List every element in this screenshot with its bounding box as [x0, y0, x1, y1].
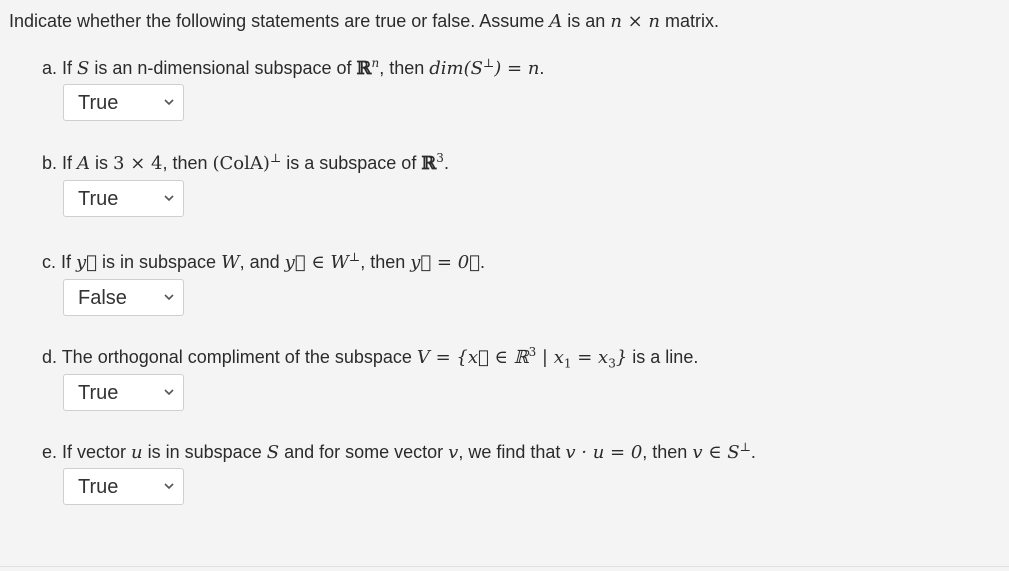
question-text: , then	[642, 442, 693, 462]
question-label: d. The orthogonal compliment of the subspace	[42, 347, 417, 367]
math-var: S	[266, 442, 280, 463]
math-sub: 3	[608, 356, 616, 371]
question-b	[42, 153, 449, 174]
question-text: , then	[360, 252, 411, 272]
chevron-down-icon	[163, 96, 175, 108]
answer-select-e[interactable]	[63, 468, 184, 505]
math-exp: 3	[528, 345, 537, 359]
question-text: , then	[379, 58, 430, 78]
question-text: .	[539, 58, 545, 78]
math-exp: ⊥	[482, 56, 495, 70]
selected-value: True	[78, 382, 119, 404]
question-text: , then	[162, 153, 213, 173]
math-set: ℝ	[356, 58, 372, 79]
chevron-down-icon	[163, 480, 175, 492]
math-expr: = x	[571, 347, 609, 368]
chevron-down-icon	[163, 291, 175, 303]
math-var: W	[221, 252, 240, 273]
question-text: , and	[239, 252, 285, 272]
question-text: .	[443, 153, 449, 173]
question-text: is in subspace	[97, 252, 222, 272]
question-d	[42, 345, 699, 371]
question-text: .	[479, 252, 485, 272]
question-a	[42, 58, 544, 79]
question-c	[42, 252, 485, 273]
selected-value: True	[78, 92, 119, 114]
math-expr: y⃗ = 0⃗	[410, 252, 480, 273]
math-exp: ⊥	[348, 250, 361, 264]
math-sub: 1	[563, 356, 572, 371]
math-var: y⃗	[76, 252, 97, 273]
instructions-text: matrix.	[660, 11, 720, 31]
question-text: is in subspace	[142, 442, 267, 462]
var-a: A	[549, 11, 563, 32]
divider	[0, 566, 1009, 567]
chevron-down-icon	[163, 192, 175, 204]
math-exp: ⊥	[739, 440, 751, 454]
math-expr: v ∈ S	[692, 442, 740, 463]
math-var: S	[77, 58, 90, 79]
question-label: a. If	[42, 58, 78, 78]
math-var: u	[131, 442, 143, 463]
math-expr: 3 × 4	[113, 153, 163, 174]
math-exp: 3	[436, 151, 444, 165]
question-text: is a line.	[627, 347, 699, 367]
answer-select-c[interactable]	[63, 279, 184, 316]
matrix-dims: n × n	[610, 11, 661, 32]
question-text: and for some vector	[279, 442, 449, 462]
math-set: ℝ	[421, 153, 437, 174]
selected-value: True	[78, 476, 119, 498]
instructions-text: Indicate whether the following statements are true or false. Assume	[9, 11, 550, 31]
math-expr: }	[615, 347, 628, 368]
question-e	[42, 442, 756, 463]
math-exp: n	[371, 56, 380, 70]
math-expr: | x	[536, 347, 564, 368]
question-text: .	[750, 442, 756, 462]
math-var: A	[77, 153, 91, 174]
math-expr: y⃗ ∈ W	[284, 252, 349, 273]
math-expr: dim(S	[429, 58, 483, 79]
math-expr: v · u = 0	[565, 442, 643, 463]
math-expr: ) = n	[494, 58, 540, 79]
instructions	[9, 11, 719, 32]
instructions-text: is an	[562, 11, 611, 31]
selected-value: False	[78, 287, 127, 309]
answer-select-a[interactable]	[63, 84, 184, 121]
math-expr: (ColA)	[212, 153, 270, 174]
math-exp: ⊥	[269, 151, 282, 165]
question-label: b. If	[42, 153, 78, 173]
chevron-down-icon	[163, 386, 175, 398]
math-var: v	[448, 442, 459, 463]
question-label: c. If	[42, 252, 77, 272]
question-text: is an n-dimensional subspace of	[89, 58, 357, 78]
answer-select-d[interactable]	[63, 374, 184, 411]
question-text: is	[90, 153, 114, 173]
math-expr: V = {x⃗ ∈ ℝ	[416, 347, 529, 368]
question-text: is a subspace of	[281, 153, 422, 173]
answer-select-b[interactable]	[63, 180, 184, 217]
selected-value: True	[78, 188, 119, 210]
question-label: e. If vector	[42, 442, 132, 462]
question-text: , we find that	[458, 442, 566, 462]
